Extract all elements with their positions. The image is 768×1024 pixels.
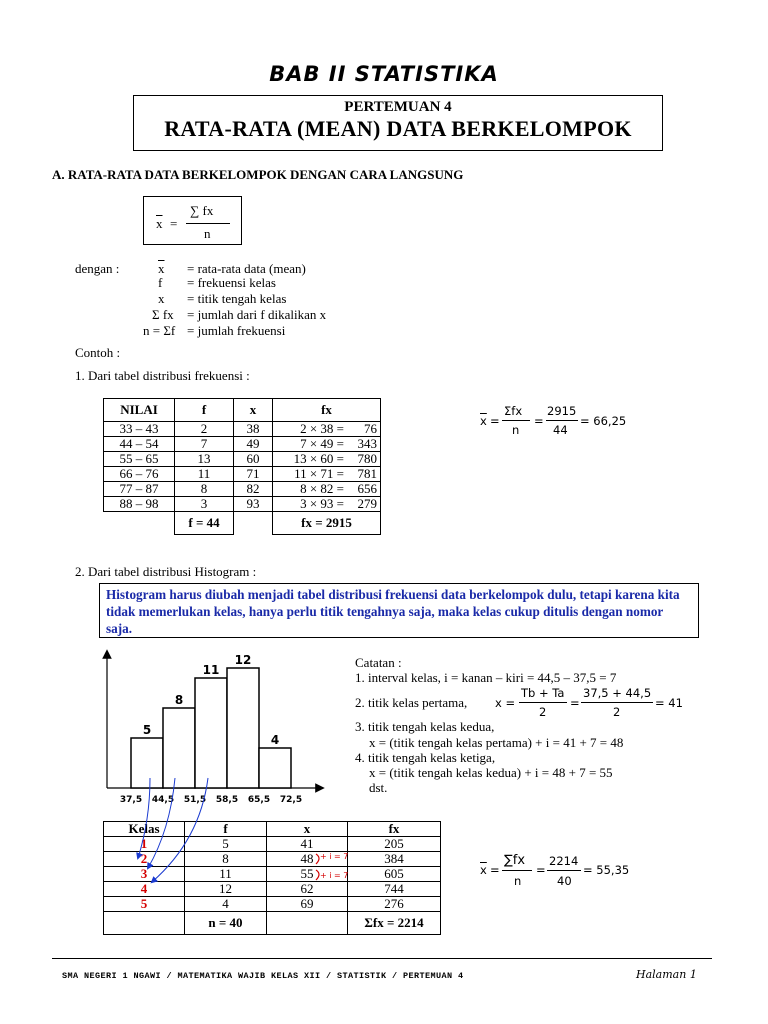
col-header-f: f	[175, 399, 234, 422]
calc1-eq2: =	[534, 414, 544, 428]
table-sum-row	[104, 912, 441, 935]
col-header-x: x	[234, 399, 273, 422]
sum-n-cell: n = 40	[185, 912, 267, 935]
note-5: dst.	[369, 780, 388, 795]
x-tick-label: 44,5	[151, 795, 175, 805]
cell: 11	[185, 867, 267, 882]
cell: 3	[104, 867, 185, 882]
table-sum-row	[104, 512, 381, 535]
x-tick-label: 65,5	[247, 795, 271, 805]
col-header-fx: fx	[348, 822, 441, 837]
note-4b: x = (titik tengah kelas kedua) + i = 48 + 7 = 55	[369, 765, 613, 780]
footer-divider	[52, 958, 712, 959]
cell: 8 × 82 =	[273, 482, 347, 497]
col-header-f: f	[185, 822, 267, 837]
notes-title: Catatan :	[355, 655, 402, 670]
cell: 5	[104, 897, 185, 912]
calc1-bar2	[546, 420, 578, 421]
cell: 93	[234, 497, 273, 512]
cell: 12	[185, 882, 267, 897]
table-row	[104, 897, 441, 912]
legend-sym-2: x	[158, 291, 165, 306]
cell: 279	[346, 497, 381, 512]
calc1-num1: Σfx	[504, 404, 523, 418]
histogram-note: Histogram harus diubah menjadi tabel distribusi frekuensi data berkelompok dulu, tetapi karena kita tidak memerlukan kelas, hanya perlu titik tengahnya saja, maka kelas cukup ditulis dengan nomor saja.	[99, 583, 699, 638]
cell: 2	[104, 852, 185, 867]
cell: 4	[104, 882, 185, 897]
note-4a: 4. titik tengah kelas ketiga,	[355, 750, 496, 765]
legend-desc-1: = frekuensi kelas	[187, 275, 276, 290]
calc2-eq2: =	[536, 863, 546, 877]
calc1-num2: 2915	[547, 404, 577, 418]
histogram-bar	[259, 748, 291, 788]
x-tick-label: 72,5	[279, 795, 303, 805]
step-bracket-1	[316, 854, 319, 864]
cell: 11 × 71 =	[273, 467, 347, 482]
n2-den2: 2	[613, 705, 621, 719]
arrow-class-3	[152, 778, 208, 882]
cell: 7 × 49 =	[273, 437, 347, 452]
calc1-result: = 66,25	[580, 414, 627, 428]
cell: 77 – 87	[104, 482, 175, 497]
cell: 49	[234, 437, 273, 452]
cell: 41	[267, 837, 348, 852]
step-1-label: + i = 7	[320, 852, 349, 861]
n2-den1: 2	[539, 705, 547, 719]
formula-lhs: $\overline{x}$	[156, 216, 163, 231]
legend-desc-2: = titik tengah kelas	[187, 291, 287, 306]
cell: 7	[175, 437, 234, 452]
cell: 1	[104, 837, 185, 852]
n2-num2: 37,5 + 44,5	[583, 686, 652, 700]
cell: 780	[346, 452, 381, 467]
formula-denominator: n	[204, 226, 211, 241]
legend-sym-3: Σ fx	[152, 307, 174, 322]
cell: 205	[348, 837, 441, 852]
calc2-eq: =	[490, 863, 500, 877]
formula-eq: =	[170, 216, 178, 231]
mean-calc-2	[477, 853, 657, 889]
mean-calc-1	[477, 404, 657, 438]
arrow-class-1	[138, 778, 150, 858]
cell: 88 – 98	[104, 497, 175, 512]
step-bracket-2	[316, 870, 319, 880]
table-header-row	[104, 399, 381, 422]
mean-formula-box	[143, 196, 242, 245]
cell	[267, 912, 348, 935]
example-1-label: 1. Dari tabel distribusi frekuensi :	[75, 368, 250, 383]
note-3b: x = (titik tengah kelas pertama) + i = 41 + 7 = 48	[369, 735, 624, 750]
cell: 5	[185, 837, 267, 852]
legend-desc-4: = jumlah frekuensi	[187, 323, 286, 338]
calc2-bar2	[547, 870, 581, 871]
cell: 13 × 60 =	[273, 452, 347, 467]
example-label: Contoh :	[75, 345, 121, 360]
note-2-formula	[495, 688, 715, 720]
cell: 4	[185, 897, 267, 912]
col-header-kelas: Kelas	[104, 822, 185, 837]
cell: 605	[348, 867, 441, 882]
bar-value-label: 4	[270, 733, 280, 747]
step-2-label: + i = 7	[320, 871, 349, 880]
cell: 384	[348, 852, 441, 867]
legend-desc-0: = rata-rata data (mean)	[187, 261, 306, 276]
table-row	[104, 467, 381, 482]
table-row	[104, 452, 381, 467]
section-a-heading: A. RATA-RATA DATA BERKELOMPOK DENGAN CARA LANGSUNG	[52, 167, 464, 182]
cell: 33 – 43	[104, 422, 175, 437]
table-row	[104, 497, 381, 512]
page-label: Halaman	[636, 968, 687, 981]
calc2-den1: n	[514, 874, 522, 888]
calc2-num1: ∑fx	[504, 853, 526, 868]
note-3a: 3. titik tengah kelas kedua,	[355, 719, 495, 734]
cell	[234, 512, 273, 535]
arrow-class-2	[148, 778, 175, 868]
cell: 60	[234, 452, 273, 467]
cell: 76	[346, 422, 381, 437]
cell: 55	[267, 867, 348, 882]
cell: 69	[267, 897, 348, 912]
sum-f-cell: f = 44	[175, 512, 234, 535]
cell: 276	[348, 897, 441, 912]
calc2-result: = 55,35	[583, 863, 630, 877]
calc1-lhs: $\overline{x}$	[480, 414, 487, 428]
n2-bar2	[581, 702, 653, 703]
bar-value-label: 5	[142, 723, 152, 737]
sum-fx-cell: Σfx = 2214	[348, 912, 441, 935]
meeting-label: PERTEMUAN 4	[344, 99, 452, 115]
x-tick-label: 58,5	[215, 795, 239, 805]
example-2-label: 2. Dari tabel distribusi Histogram :	[75, 564, 257, 579]
legend-sym-4: n = Σf	[143, 323, 176, 338]
n2-eq: =	[570, 696, 580, 710]
cell	[104, 512, 175, 535]
cell: 66 – 76	[104, 467, 175, 482]
legend-sym-0: $\overline{x}$	[158, 261, 165, 276]
sum-fx-cell: fx = 2915	[273, 512, 381, 535]
table-row	[104, 422, 381, 437]
col-header-x: x	[267, 822, 348, 837]
mapping-arrows	[100, 770, 250, 890]
x-tick-label: 37,5	[119, 795, 143, 805]
cell: 3 × 93 =	[273, 497, 347, 512]
page-title: RATA-RATA (MEAN) DATA BERKELOMPOK	[164, 116, 632, 141]
cell: 8	[185, 852, 267, 867]
title-box	[133, 95, 663, 151]
cell: 2 × 38 =	[273, 422, 347, 437]
legend-desc-3: = jumlah dari f dikalikan x	[187, 307, 327, 322]
calc1-den2: 44	[553, 423, 568, 437]
cell: 82	[234, 482, 273, 497]
cell: 343	[346, 437, 381, 452]
cell: 781	[346, 467, 381, 482]
page-number	[636, 968, 697, 981]
note-1: 1. interval kelas, i = kanan – kiri = 44,5 – 37,5 = 7	[355, 670, 617, 685]
page-num: 1	[689, 968, 697, 981]
footer-text: SMA NEGERI 1 NGAWI / MATEMATIKA WAJIB KELAS XII / STATISTIK / PERTEMUAN 4	[62, 971, 464, 981]
calc1-eq: =	[490, 414, 500, 428]
bar-value-label: 12	[234, 653, 252, 667]
chapter-title: BAB II STATISTIKA	[269, 62, 499, 86]
n2-bar1	[519, 702, 567, 703]
cell: 13	[175, 452, 234, 467]
cell: 71	[234, 467, 273, 482]
n2-result: = 41	[655, 696, 683, 710]
calc1-bar1	[502, 420, 530, 421]
calc2-lhs: $\overline{x}$	[480, 863, 487, 877]
note-2-prefix: 2. titik kelas pertama,	[355, 695, 468, 710]
cell: 38	[234, 422, 273, 437]
n2-x: x =	[495, 696, 516, 710]
bar-value-label: 8	[174, 693, 184, 707]
table-row	[104, 437, 381, 452]
legend-sym-1: f	[158, 275, 163, 290]
col-header-nilai: NILAI	[104, 399, 175, 422]
cell: 55 – 65	[104, 452, 175, 467]
cell: 8	[175, 482, 234, 497]
cell: 44 – 54	[104, 437, 175, 452]
frequency-table	[103, 398, 381, 535]
n2-num1: Tb + Ta	[521, 686, 565, 700]
cell: 3	[175, 497, 234, 512]
col-header-fx: fx	[273, 399, 381, 422]
calc1-den1: n	[512, 423, 520, 437]
x-tick-label: 51,5	[183, 795, 207, 805]
calc2-den2: 40	[557, 874, 572, 888]
legend-intro: dengan :	[75, 261, 120, 276]
cell: 11	[175, 467, 234, 482]
calc2-bar1	[502, 870, 532, 871]
formula-numerator: ∑ fx	[190, 203, 214, 218]
cell: 2	[175, 422, 234, 437]
cell: 62	[267, 882, 348, 897]
cell: 744	[348, 882, 441, 897]
cell: 656	[346, 482, 381, 497]
table-row	[104, 482, 381, 497]
cell	[104, 912, 185, 935]
bar-value-label: 11	[202, 663, 220, 677]
cell: 48	[267, 852, 348, 867]
calc2-num2: 2214	[549, 854, 579, 868]
formula-fraction-bar	[186, 223, 230, 224]
